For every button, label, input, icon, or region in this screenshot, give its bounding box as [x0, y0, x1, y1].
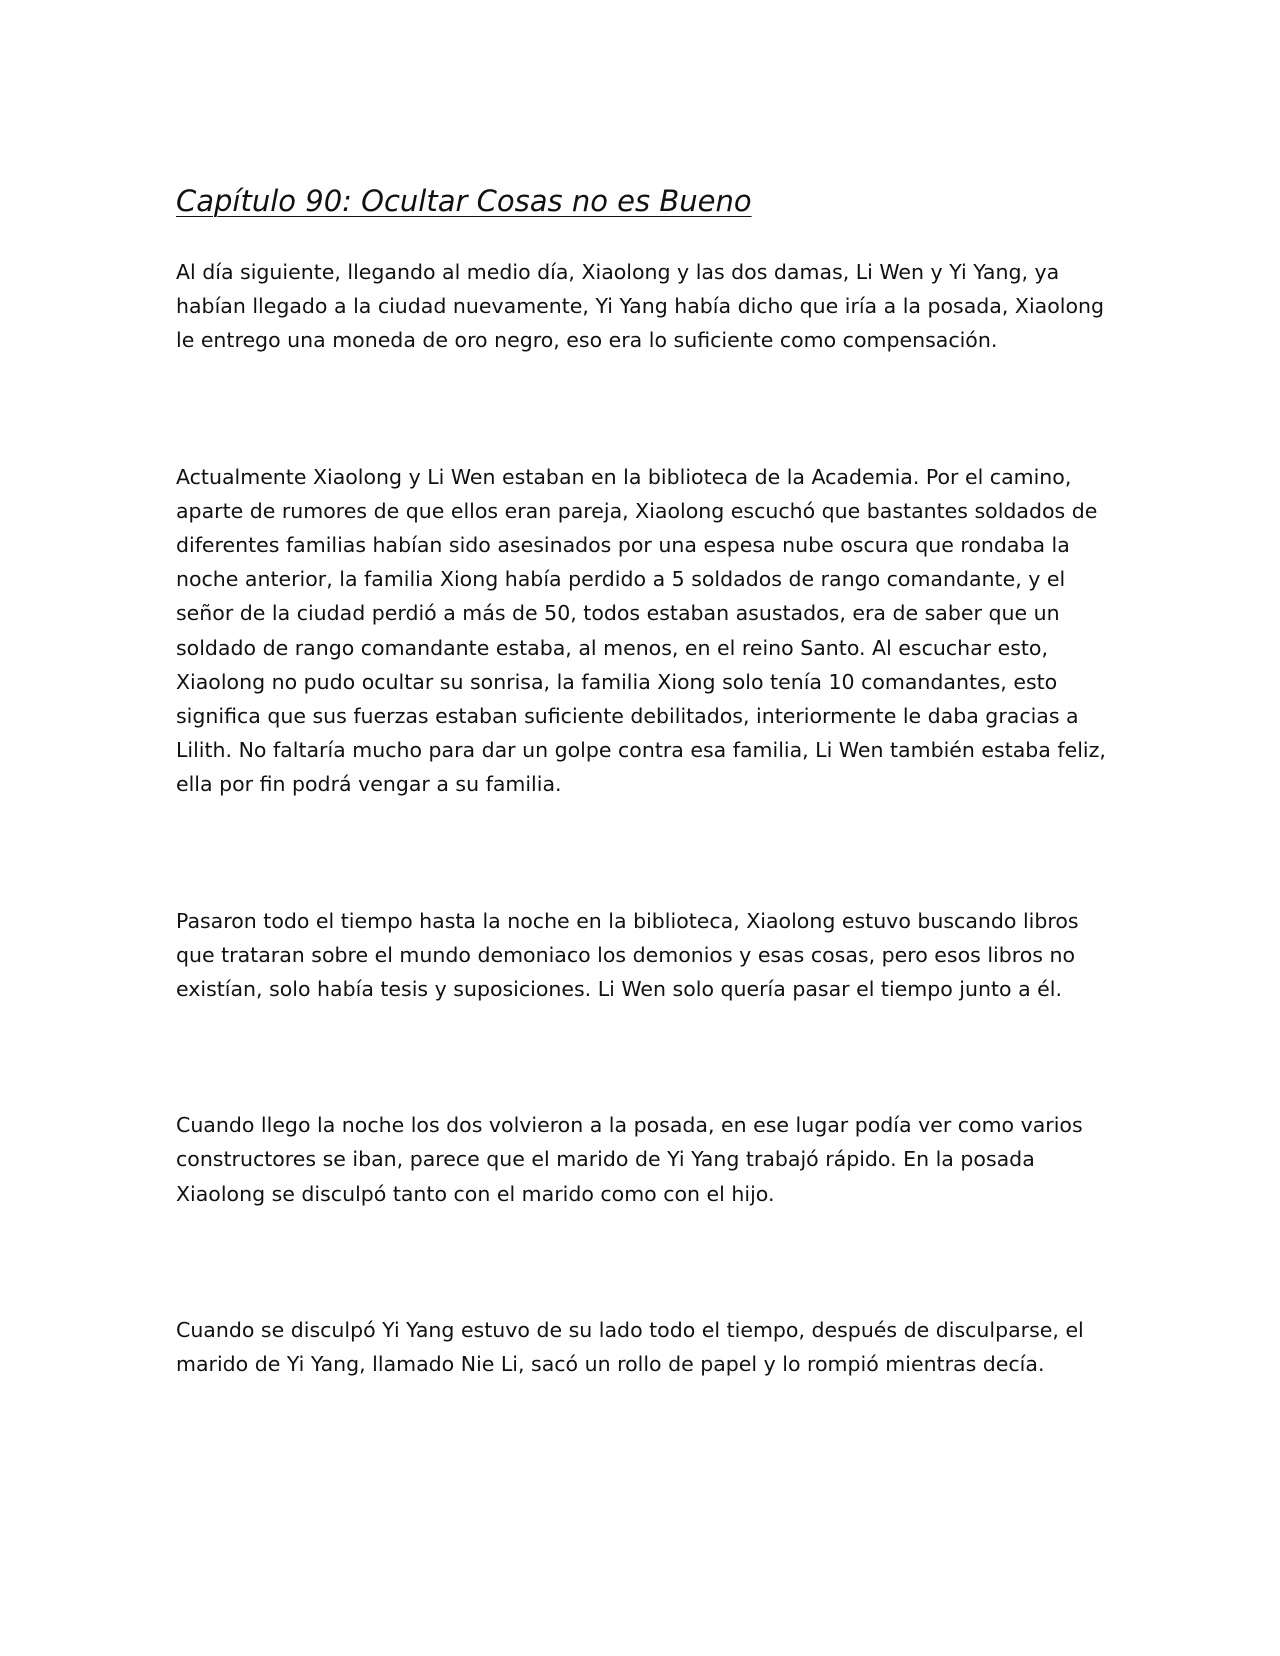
- paragraph-5: Cuando se disculpó Yi Yang estuvo de su lado todo el tiempo, después de disculparse, el marido de Yi Yang, llamado Nie Li, sacó un rollo de papel y lo rompió mientras decía.: [176, 1317, 1084, 1377]
- paragraph-1: Al día siguiente, llegando al medio día, Xiaolong y las dos damas, Li Wen y Yi Yang, ya habían llegado a la ciudad nuevamente, Yi Yang había dicho que iría a la posada, Xiaolong le entrego una moneda de oro negro, eso era lo suficiente como compensación.: [176, 260, 1104, 353]
- document-content: [176, 180, 1106, 1381]
- chapter-title: Capítulo 90: Ocultar Cosas no es Bueno: [176, 184, 752, 218]
- paragraph-3: Pasaron todo el tiempo hasta la noche en la biblioteca, Xiaolong estuvo buscando libros que trataran sobre el mundo demoniaco los demonios y esas cosas, pero esos libros no existían, solo había tesis y suposiciones. Li Wen solo quería pasar el tiempo junto a él.: [176, 908, 1079, 1002]
- paragraph-2: Actualmente Xiaolong y Li Wen estaban en la biblioteca de la Academia. Por el camino, aparte de rumores de que ellos eran pareja, Xiaolong escuchó que bastantes soldados de diferentes familias habían sido asesinados por una espesa nube oscura que rondaba la noche anterior, la familia Xiong había perdido a 5 soldados de rango comandante, y el señor de la ciudad perdió a más de 50, todos estaban asustados, era de saber que un soldado de rango comandante estaba, al menos, en el reino Santo. Al escuchar esto, Xiaolong no pudo ocultar su sonrisa, la familia Xiong solo tenía 10 comandantes, esto significa que sus fuerzas estaban suficiente debilitados, interiormente le daba gracias a Lilith. No faltaría mucho para dar un golpe contra esa familia, Li Wen también estaba feliz, ella por fin podrá vengar a su familia.: [176, 464, 1106, 797]
- paragraph-4: Cuando llego la noche los dos volvieron a la posada, en ese lugar podía ver como varios constructores se iban, parece que el marido de Yi Yang trabajó rápido. En la posada Xiaolong se disculpó tanto con el marido como con el hijo.: [176, 1113, 1083, 1206]
